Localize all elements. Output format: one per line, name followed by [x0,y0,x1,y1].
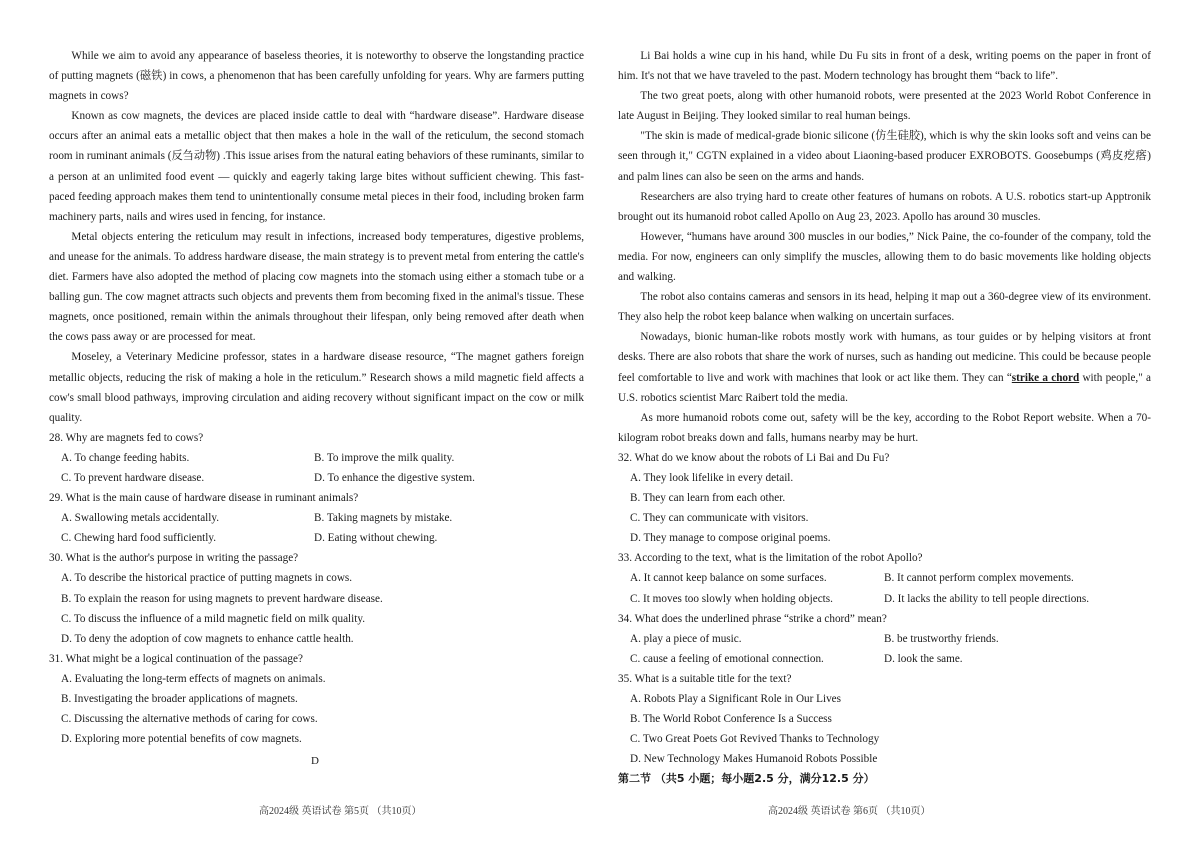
option-d: D. To deny the adoption of cow magnets to enhance cattle health. [61,632,354,645]
page-footer-left: 高2024级 英语试卷 第5页 （共10页） [259,806,422,817]
section-heading: 第二节 （共5 小题；每小题2.5 分，满分12.5 分） [618,772,875,786]
handwritten-answer-mark: D [311,755,319,767]
option-b: B. To improve the milk quality. [314,451,455,464]
option-a: A. Evaluating the long-term effects of magnets on animals. [61,672,326,685]
passage-paragraph: While we aim to avoid any appearance of baseless theories, it is noteworthy to observe the longstanding practice of putting magnets (磁铁) in cows, a phenomenon that has been carefully unfolding for years. Why are farmers putting magnets in cows? [49,50,584,103]
passage-paragraph: The two great poets, along with other humanoid robots, were presented at the 2023 World Robot Conference in late August in Beijing. They looked similar to real human beings. [618,90,1151,123]
option-b: B. be trustworthy friends. [884,632,999,645]
question-29-options [49,508,584,548]
option-c: C. Chewing hard food sufficiently. [61,532,217,545]
option-c: C. cause a feeling of emotional connection. [630,652,824,665]
option-d: D. look the same. [884,652,963,665]
passage-paragraph: Li Bai holds a wine cup in his hand, while Du Fu sits in front of a desk, writing poems on the paper in front of him. It's not that we have traveled to the past. Modern technology has brought them “back to life”. [618,50,1151,83]
paragraph-text: Nowadays, bionic human-like robots mostly work with humans, as tour guides or by helping visitors at front desks. There are also robots that share the work of nurses, such as handing out medicine. This could be because people feel comfortable to live and work with machines that look or act like them. They can “ [618,331,1151,384]
passage-paragraph: The robot also contains cameras and sensors in its head, helping it map out a 360-degree view of its environment. They also help the robot keep balance when walking on uncertain surfaces. [618,291,1151,324]
passage-paragraph: Researchers are also trying hard to create other features of humans on robots. A U.S. robotics start-up Apptronik brought out its humanoid robot called Apollo on Aug 23, 2023. Apollo has around 30 muscles. [618,190,1151,223]
option-b: B. The World Robot Conference Is a Success [630,713,832,726]
option-c: C. Discussing the alternative methods of caring for cows. [61,713,318,726]
option-a: A. play a piece of music. [630,632,742,645]
passage-paragraph: As more humanoid robots come out, safety will be the key, according to the Robot Report website. When a 70-kilogram robot breaks down and falls, humans nearby may be hurt. [618,411,1151,444]
option-b: B. They can learn from each other. [630,492,786,505]
option-d: D. Eating without chewing. [314,532,438,545]
option-c: C. They can communicate with visitors. [630,512,809,525]
underlined-phrase: strike a chord [1011,371,1080,384]
question-35-options [618,689,1151,769]
question-28-stem: 28. Why are magnets fed to cows? [49,431,204,444]
question-32-options [618,468,1151,548]
question-29-stem: 29. What is the main cause of hardware disease in ruminant animals? [49,492,359,505]
option-a: A. To describe the historical practice of putting magnets in cows. [61,572,353,585]
question-34-options [618,629,1151,669]
right-page [618,46,1151,789]
option-c: C. Two Great Poets Got Revived Thanks to Technology [630,733,880,746]
option-c: C. It moves too slowly when holding objects. [630,592,833,605]
question-31-options [49,669,584,749]
option-d: D. New Technology Makes Humanoid Robots Possible [630,753,878,766]
question-28-options [49,448,584,488]
question-35-stem: 35. What is a suitable title for the text? [618,672,792,685]
page-footer-right: 高2024级 英语试卷 第6页 （共10页） [768,806,931,817]
option-b: B. Investigating the broader applications of magnets. [61,693,298,705]
option-d: D. To enhance the digestive system. [314,471,475,484]
question-33-stem: 33. According to the text, what is the limitation of the robot Apollo? [618,552,923,565]
question-34-stem: 34. What does the underlined phrase “strike a chord” mean? [618,612,887,625]
paragraph-text: with people," a U.S. robotics scientist Marc Raibert told the media. [618,371,1151,404]
option-c: C. To discuss the influence of a mild magnetic field on milk quality. [61,612,366,625]
question-30-options [49,568,584,648]
question-31-stem: 31. What might be a logical continuation of the passage? [49,652,303,665]
left-page [49,46,584,749]
passage-paragraph: Moseley, a Veterinary Medicine professor, states in a hardware disease resource, “The magnet gathers foreign metallic objects, reducing the risk of making a hole in the reticulum.” Research shows a mild magnetic field affects a cow's small blood pathways, improving circulation and aiding recovery without significant impact on the cow or milk quality. [49,351,584,424]
option-d: D. They manage to compose original poems. [630,532,831,545]
option-d: D. Exploring more potential benefits of cow magnets. [61,733,302,746]
question-32-stem: 32. What do we know about the robots of Li Bai and Du Fu? [618,451,890,464]
option-a: A. It cannot keep balance on some surfaces. [630,572,827,585]
passage-paragraph: However, “humans have around 300 muscles in our bodies,” Nick Paine, the co-founder of the company, told the media. For now, engineers can only simplify the muscles, allowing them to do basic movements like holding objects and walking. [618,230,1151,284]
option-a: A. Robots Play a Significant Role in Our Lives [630,693,841,705]
option-a: A. They look lifelike in every detail. [630,471,794,484]
option-d: D. It lacks the ability to tell people directions. [884,592,1090,605]
option-b: B. It cannot perform complex movements. [884,572,1074,585]
option-b: B. Taking magnets by mistake. [314,512,453,525]
option-b: B. To explain the reason for using magnets to prevent hardware disease. [61,592,383,605]
option-a: A. To change feeding habits. [61,451,190,464]
option-a: A. Swallowing metals accidentally. [61,512,220,525]
passage-paragraph: Metal objects entering the reticulum may result in infections, increased body temperatures, digestive problems, and unease for the animals. To address hardware disease, the main strategy is to prevent metal from entering the cattle's diet. Farmers have also adopted the method of placing cow magnets into the stomach using either a stomach tube or a balling gun. The cow magnet attracts such objects and prevents them from becoming fixed in the animal's tissue. These magnets, once positioned, remain within the animals throughout their lifespan, only being removed after death when the cows pass away or are processed for meat. [49,230,584,344]
question-33-options [618,568,1151,608]
passage-paragraph: Known as cow magnets, the devices are placed inside cattle to deal with “hardware disease”. Hardware disease occurs after an animal eats a metallic object that then makes a hole in the wall of the reticulum, the second stomach room in ruminant animals (反刍动物) .This issue arises from the natural eating behaviors of these ruminants, similar to a person at an unlimited food event — quickly and eagerly taking large bites without sufficient chewing. This fast-paced feeding approach makes them tend to unintentionally consume metal pieces in their food, including broken farm machinery parts, nails and wires used in fencing, for instance. [49,110,584,223]
question-30-stem: 30. What is the author's purpose in writing the passage? [49,552,299,565]
passage-paragraph [618,327,1151,407]
passage-paragraph: "The skin is made of medical-grade bionic silicone (仿生硅胶), which is why the skin looks soft and veins can be seen through it," CGTN explained in a video about Liaoning-based producer EXROBOTS. Goosebumps (鸡皮疙瘩) and palm lines can also be seen on the arms and hands. [618,130,1151,183]
option-c: C. To prevent hardware disease. [61,471,205,484]
